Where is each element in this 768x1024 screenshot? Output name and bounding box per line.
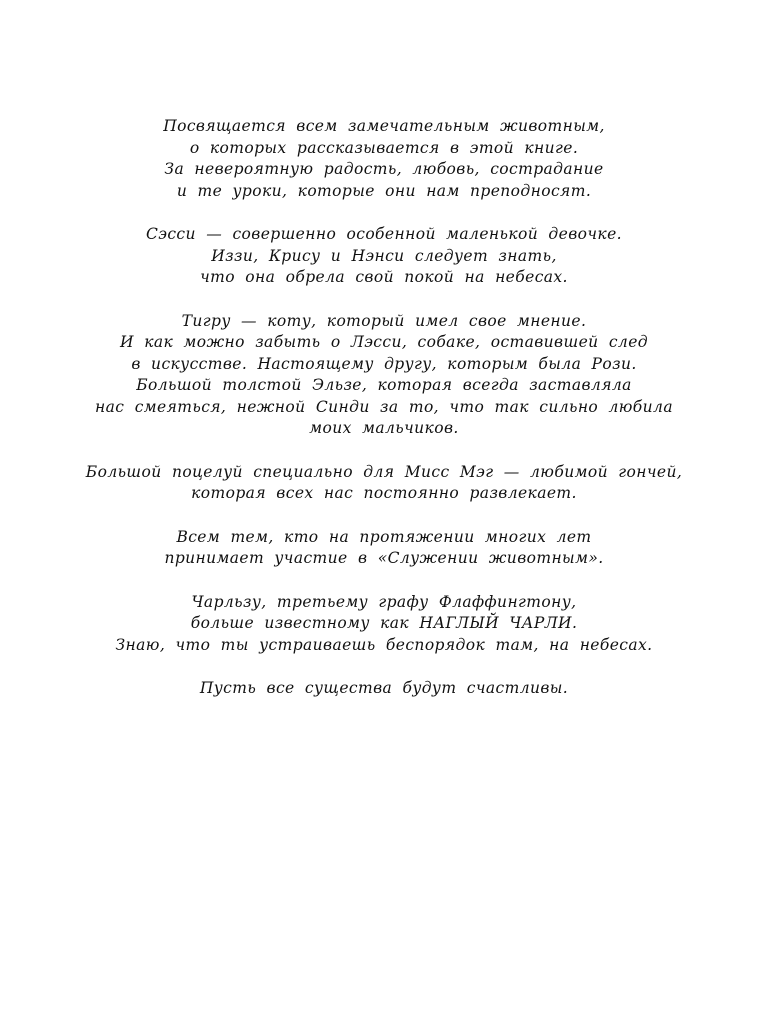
dedication-stanza-1 <box>40 116 728 202</box>
dedication-stanza-6 <box>40 592 728 657</box>
dedication-stanza-2 <box>40 224 728 289</box>
dedication-line: в искусстве. Настоящему другу, которым была Рози. <box>131 354 637 373</box>
dedication-line: моих мальчиков. <box>309 419 459 437</box>
dedication-line: Большой поцелуй специально для Мисс Мэг — любимой гончей, <box>85 462 683 481</box>
dedication-line: Большой толстой Эльзе, которая всегда заставляла <box>136 376 632 394</box>
dedication-line: о которых рассказывается в этой книге. <box>189 138 579 157</box>
dedication-line: больше известному как НАГЛЫЙ ЧАРЛИ. <box>190 614 578 632</box>
dedication-line: И как можно забыть о Лэсси, собаке, оставившей след <box>120 333 648 351</box>
dedication-stanza-3 <box>40 311 728 440</box>
dedication-line: принимает участие в «Служении животным». <box>164 549 604 567</box>
dedication-stanza-4 <box>40 462 728 505</box>
dedication-line: нас смеяться, нежной Синди за то, что так сильно любила <box>95 397 673 416</box>
dedication-stanza-5 <box>40 527 728 570</box>
dedication-line: Знаю, что ты устраиваешь беспорядок там, на небесах. <box>115 635 653 654</box>
dedication-line: Чарльзу, третьему графу Флаффингтону, <box>191 592 577 611</box>
dedication-text <box>40 116 728 722</box>
dedication-line: Всем тем, кто на протяжении многих лет <box>176 527 592 546</box>
dedication-line: которая всех нас постоянно развлекает. <box>191 484 577 502</box>
dedication-line: За невероятную радость, любовь, сострадание <box>164 160 604 178</box>
dedication-line: Тигру — коту, который имел свое мнение. <box>181 311 587 330</box>
dedication-stanza-7 <box>40 678 728 700</box>
dedication-line: и те уроки, которые они нам преподносят. <box>176 181 592 200</box>
dedication-line: Посвящается всем замечательным животным, <box>163 117 605 135</box>
dedication-line: Иззи, Крису и Нэнси следует знать, <box>211 246 557 265</box>
dedication-line: что она обрела свой покой на небесах. <box>200 268 568 286</box>
dedication-line: Сэсси — совершенно особенной маленькой девочке. <box>146 225 622 243</box>
dedication-line: Пусть все существа будут счастливы. <box>199 679 569 697</box>
